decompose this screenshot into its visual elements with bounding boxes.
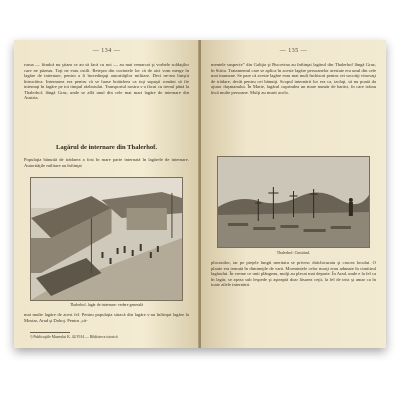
left-footnote: ¹) Publicaţiile Muzeului K. 42/1914 — Biblioteca istorică: [30, 335, 118, 339]
section-heading: Lagărul de internare din Thalerhof.: [55, 144, 158, 151]
left-paragraph-top: rurua — fiindcă nu ştiam ce au să facă cu noi — au mai remarcat şi vorbele soldaţilor care ne păzeau. Toţi ne erau ostili. Reieşea din cuvintele lor că de aici vom merge în lagăre de internare, pentru a fi încredinţaţi autorităţilor militare. Deci ne-am liniştit întrucâtva. Internarea era pentru că se luase hotărârea ca toţi supuşii români să fie internaţi în lagăre pe tot timpul războiului. Transportul nostru s-a făcut cu trenul până la Thalerhof, lângă Graz, unde se află unul din cele mai mari lagăre de internare din Austria.: [24, 62, 189, 100]
cemetery-illustration: [218, 157, 369, 247]
left-paragraph-mid: Populaţia bănuită de trădarea a fost în mare parte internată în lagărele de internare. Autorităţile militare au înfiinţat: [24, 157, 189, 168]
left-photo-caption: Thalerhof, lagăr de internare: vedere generală: [69, 302, 144, 307]
right-page-number: — 135 —: [279, 48, 308, 54]
left-page-number: — 134 —: [92, 48, 121, 54]
left-page: [14, 40, 199, 348]
right-photo-caption: Thalerhof: Cimitirul.: [276, 250, 311, 255]
right-paragraph-top: mentele suspecte” din Galiţia şi Bucovina au înfiinţat lagărul din Thalerhof lângă Graz, în Stiria. Tratamentul care se aplica în aceste lagăre persoanelor arestate era unul din cele mai inumane. Se pare că aceste lagăre erau mai mult închisori pentru cei socotiţi vinovaţi de trădare, decât pentru cei bănuiţi. Scopul internării lor era ca, izolaţi, să nu poată da ajutor duşmanului. În Marie, lagărul cuprindea un mare număr de barăci, în care trăiau încă multe persoane. Mulţi au murit acolo.: [211, 62, 376, 95]
right-paragraph-bottom: ploconilor, iar pe pieţele lungii meritatu se privesc drăchicuratu şi crucea locului. O ploaie era temută în dimineţile de vară. Mormintele celor morţi erau adunate în cimitirul lagărului. În vreme ce unii plângeau, mulţi au plecat mai departe. În Arad, unde e la fel ca în lagăr, se aşeza sub lespede şi aşteaptă doar lăsarea ceţii, la fel de trist şi amar ca în toate zilele internării.: [211, 260, 376, 287]
open-book: [14, 40, 386, 348]
left-paragraph-bottom: mai multe lagăre de acest fel. Pentru populaţia săracă din lagăre s-au înfiinţat lagăre la Mostar, Arad şi Doboj. Pentru „ră-: [24, 312, 189, 323]
right-page: [201, 40, 386, 348]
camp-overview-photo: [30, 177, 183, 301]
footnote-rule: [30, 332, 70, 333]
cemetery-photo: [217, 156, 370, 248]
camp-overview-illustration: [31, 178, 182, 300]
